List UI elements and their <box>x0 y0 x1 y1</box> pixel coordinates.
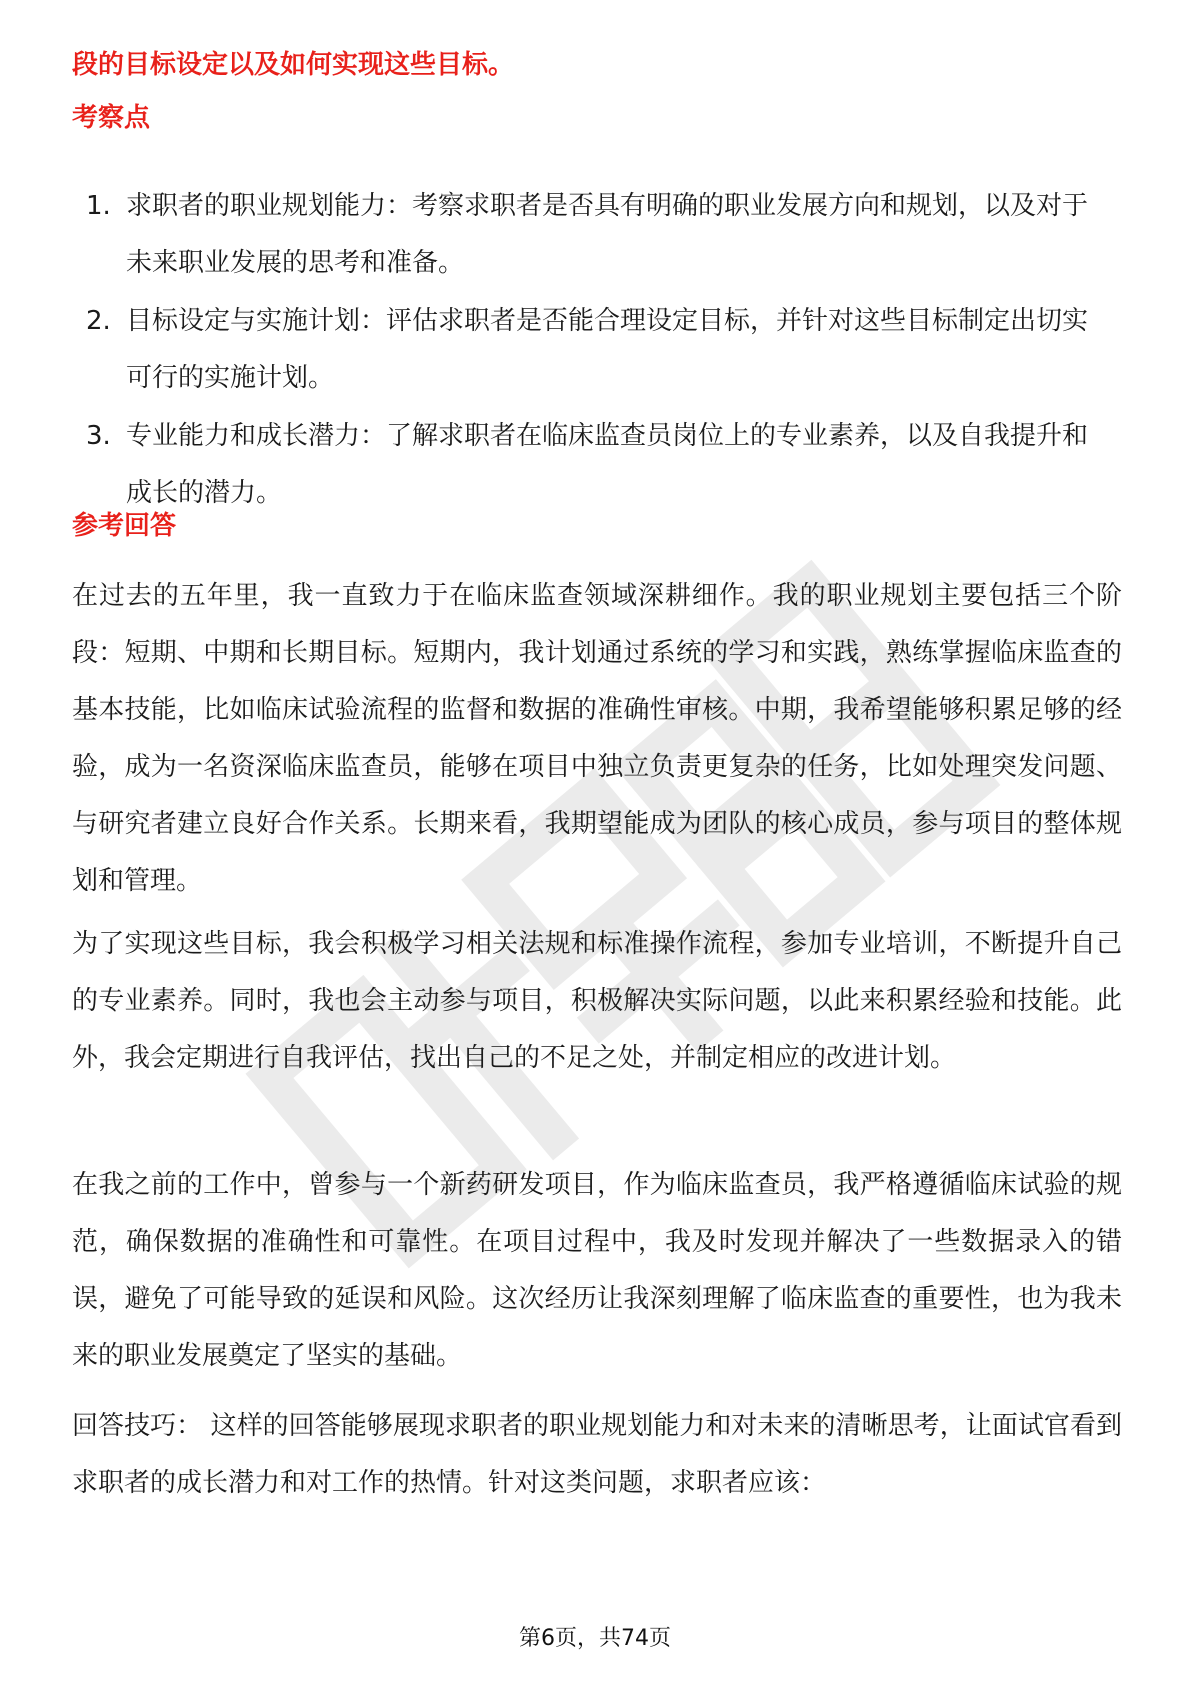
list-item-text: 专业能力和成长潜力：了解求职者在临床监查员岗位上的专业素养，以及自我提升和成长的潜力。 <box>126 421 1089 508</box>
list-item <box>72 408 1112 522</box>
points-list <box>72 178 1112 523</box>
header-fragment: 段的目标设定以及如何实现这些目标。 <box>72 50 515 80</box>
section-title-answer: 参考回答 <box>72 511 177 541</box>
list-number: 2. <box>86 306 111 336</box>
page-number-footer: 第6页，共74页 <box>519 1626 671 1651</box>
section-title-points: 考察点 <box>72 103 151 133</box>
list-number: 3. <box>86 421 111 451</box>
list-number: 1. <box>86 191 111 221</box>
answer-paragraph-1: 在过去的五年里，我一直致力于在临床监查领域深耕细作。我的职业规划主要包括三个阶段：短期、中期和长期目标。短期内，我计划通过系统的学习和实践，熟练掌握临床监查的基本技能，比如临床试验流程的监督和数据的准确性审核。中期，我希望能够积累足够的经验，成为一名资深临床监查员，能够在项目中独立负责更复杂的任务，比如处理突发问题、与研究者建立良好合作关系。长期来看，我期望能成为团队的核心成员，参与项目的整体规划和管理。 <box>72 581 1122 896</box>
answer-tips-paragraph: 回答技巧： 这样的回答能够展现求职者的职业规划能力和对未来的清晰思考，让面试官看到求职者的成长潜力和对工作的热情。针对这类问题，求职者应该： <box>72 1411 1122 1498</box>
list-item <box>72 178 1112 292</box>
list-item-text: 求职者的职业规划能力：考察求职者是否具有明确的职业发展方向和规划，以及对于未来职业发展的思考和准备。 <box>126 191 1089 278</box>
answer-paragraph-2: 为了实现这些目标，我会积极学习相关法规和标准操作流程，参加专业培训，不断提升自己的专业素养。同时，我也会主动参与项目，积极解决实际问题，以此来积累经验和技能。此外，我会定期进行自我评估，找出自己的不足之处，并制定相应的改进计划。 <box>72 929 1122 1073</box>
answer-paragraph-3: 在我之前的工作中，曾参与一个新药研发项目，作为临床监查员，我严格遵循临床试验的规范，确保数据的准确性和可靠性。在项目过程中，我及时发现并解决了一些数据录入的错误，避免了可能导致的延误和风险。这次经历让我深刻理解了临床监查的重要性，也为我未来的职业发展奠定了坚实的基础。 <box>72 1170 1122 1371</box>
list-item <box>72 293 1112 407</box>
list-item-text: 目标设定与实施计划：评估求职者是否能合理设定目标，并针对这些目标制定出切实可行的实施计划。 <box>126 306 1089 393</box>
